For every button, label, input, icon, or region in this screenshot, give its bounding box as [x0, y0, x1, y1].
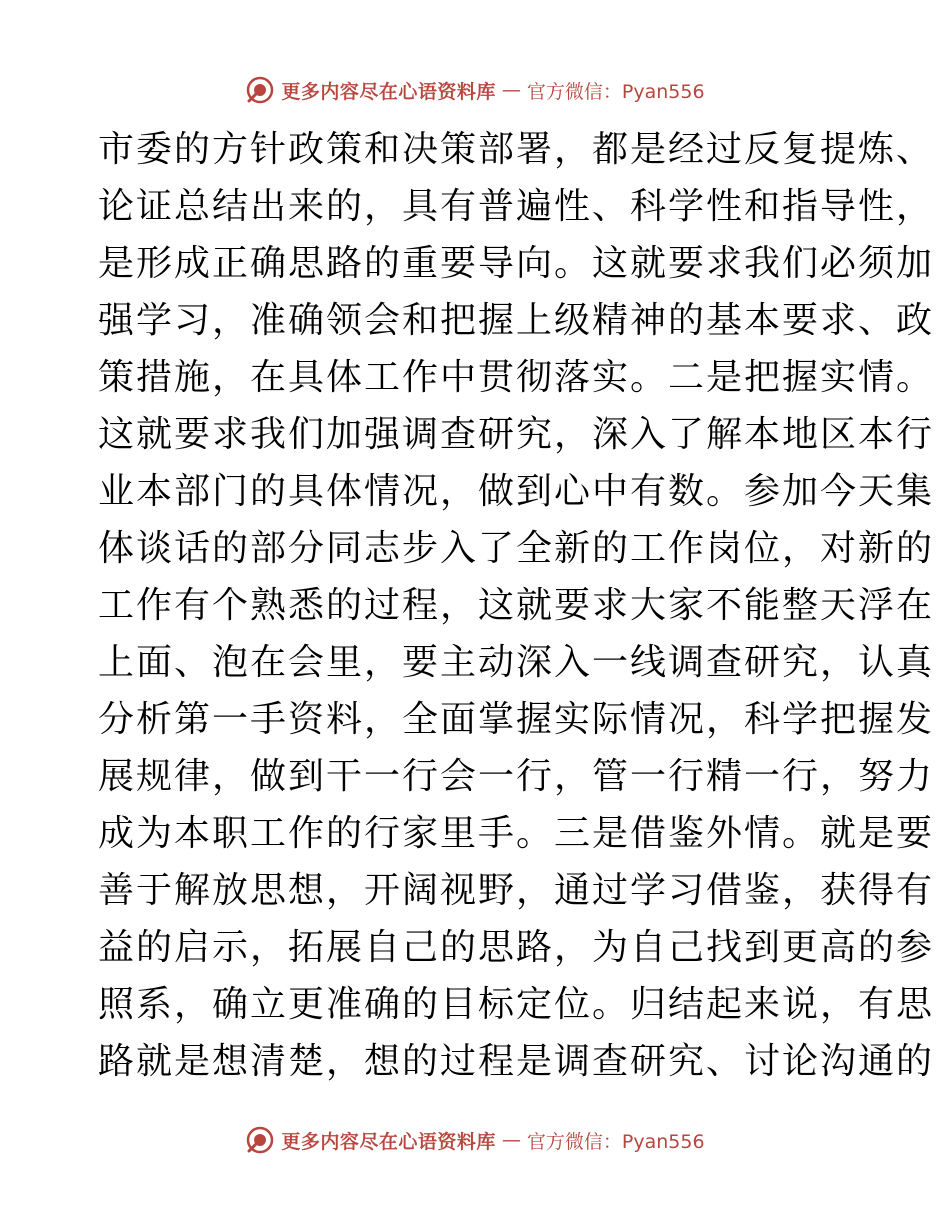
body-line: 善于解放思想，开阔视野，通过学习借鉴，获得有 [98, 870, 935, 911]
pen-logo-icon [245, 1125, 275, 1155]
body-line: 策措施，在具体工作中贯彻落实。二是把握实情。 [98, 357, 935, 398]
body-line: 这就要求我们加强调查研究，深入了解本地区本行 [98, 414, 935, 455]
watermark-brand: 更多内容尽在心语资料库 [281, 80, 496, 103]
watermark-separator: — [501, 79, 521, 101]
footer-watermark [0, 1120, 950, 1160]
body-line: 论证总结出来的，具有普遍性、科学性和指导性， [98, 186, 935, 227]
watermark-brand: 更多内容尽在心语资料库 [281, 1130, 496, 1153]
body-line: 上面、泡在会里，要主动深入一线调查研究，认真 [98, 642, 935, 683]
body-line: 强学习，准确领会和把握上级精神的基本要求、政 [98, 300, 935, 341]
body-line: 分析第一手资料，全面掌握实际情况，科学把握发 [98, 699, 935, 740]
watermark-separator: — [501, 1129, 521, 1151]
watermark-contact: 官方微信：Pyan556 [526, 1130, 705, 1153]
header-watermark [0, 70, 950, 110]
document-body [98, 121, 935, 1090]
body-line: 展规律，做到干一行会一行，管一行精一行，努力 [98, 756, 935, 797]
body-line: 是形成正确思路的重要导向。这就要求我们必须加 [98, 243, 935, 284]
body-line: 业本部门的具体情况，做到心中有数。参加今天集 [98, 471, 935, 512]
body-line: 体谈话的部分同志步入了全新的工作岗位，对新的 [98, 528, 935, 569]
watermark-contact: 官方微信：Pyan556 [526, 80, 705, 103]
body-line: 成为本职工作的行家里手。三是借鉴外情。就是要 [98, 813, 935, 854]
pen-logo-icon [245, 75, 275, 105]
body-line: 工作有个熟悉的过程，这就要求大家不能整天浮在 [98, 585, 935, 626]
body-line: 路就是想清楚，想的过程是调查研究、讨论沟通的 [98, 1041, 935, 1082]
body-line: 照系，确立更准确的目标定位。归结起来说，有思 [98, 984, 935, 1025]
body-line: 益的启示，拓展自己的思路，为自己找到更高的参 [98, 927, 935, 968]
body-line: 市委的方针政策和决策部署，都是经过反复提炼、 [98, 129, 935, 170]
